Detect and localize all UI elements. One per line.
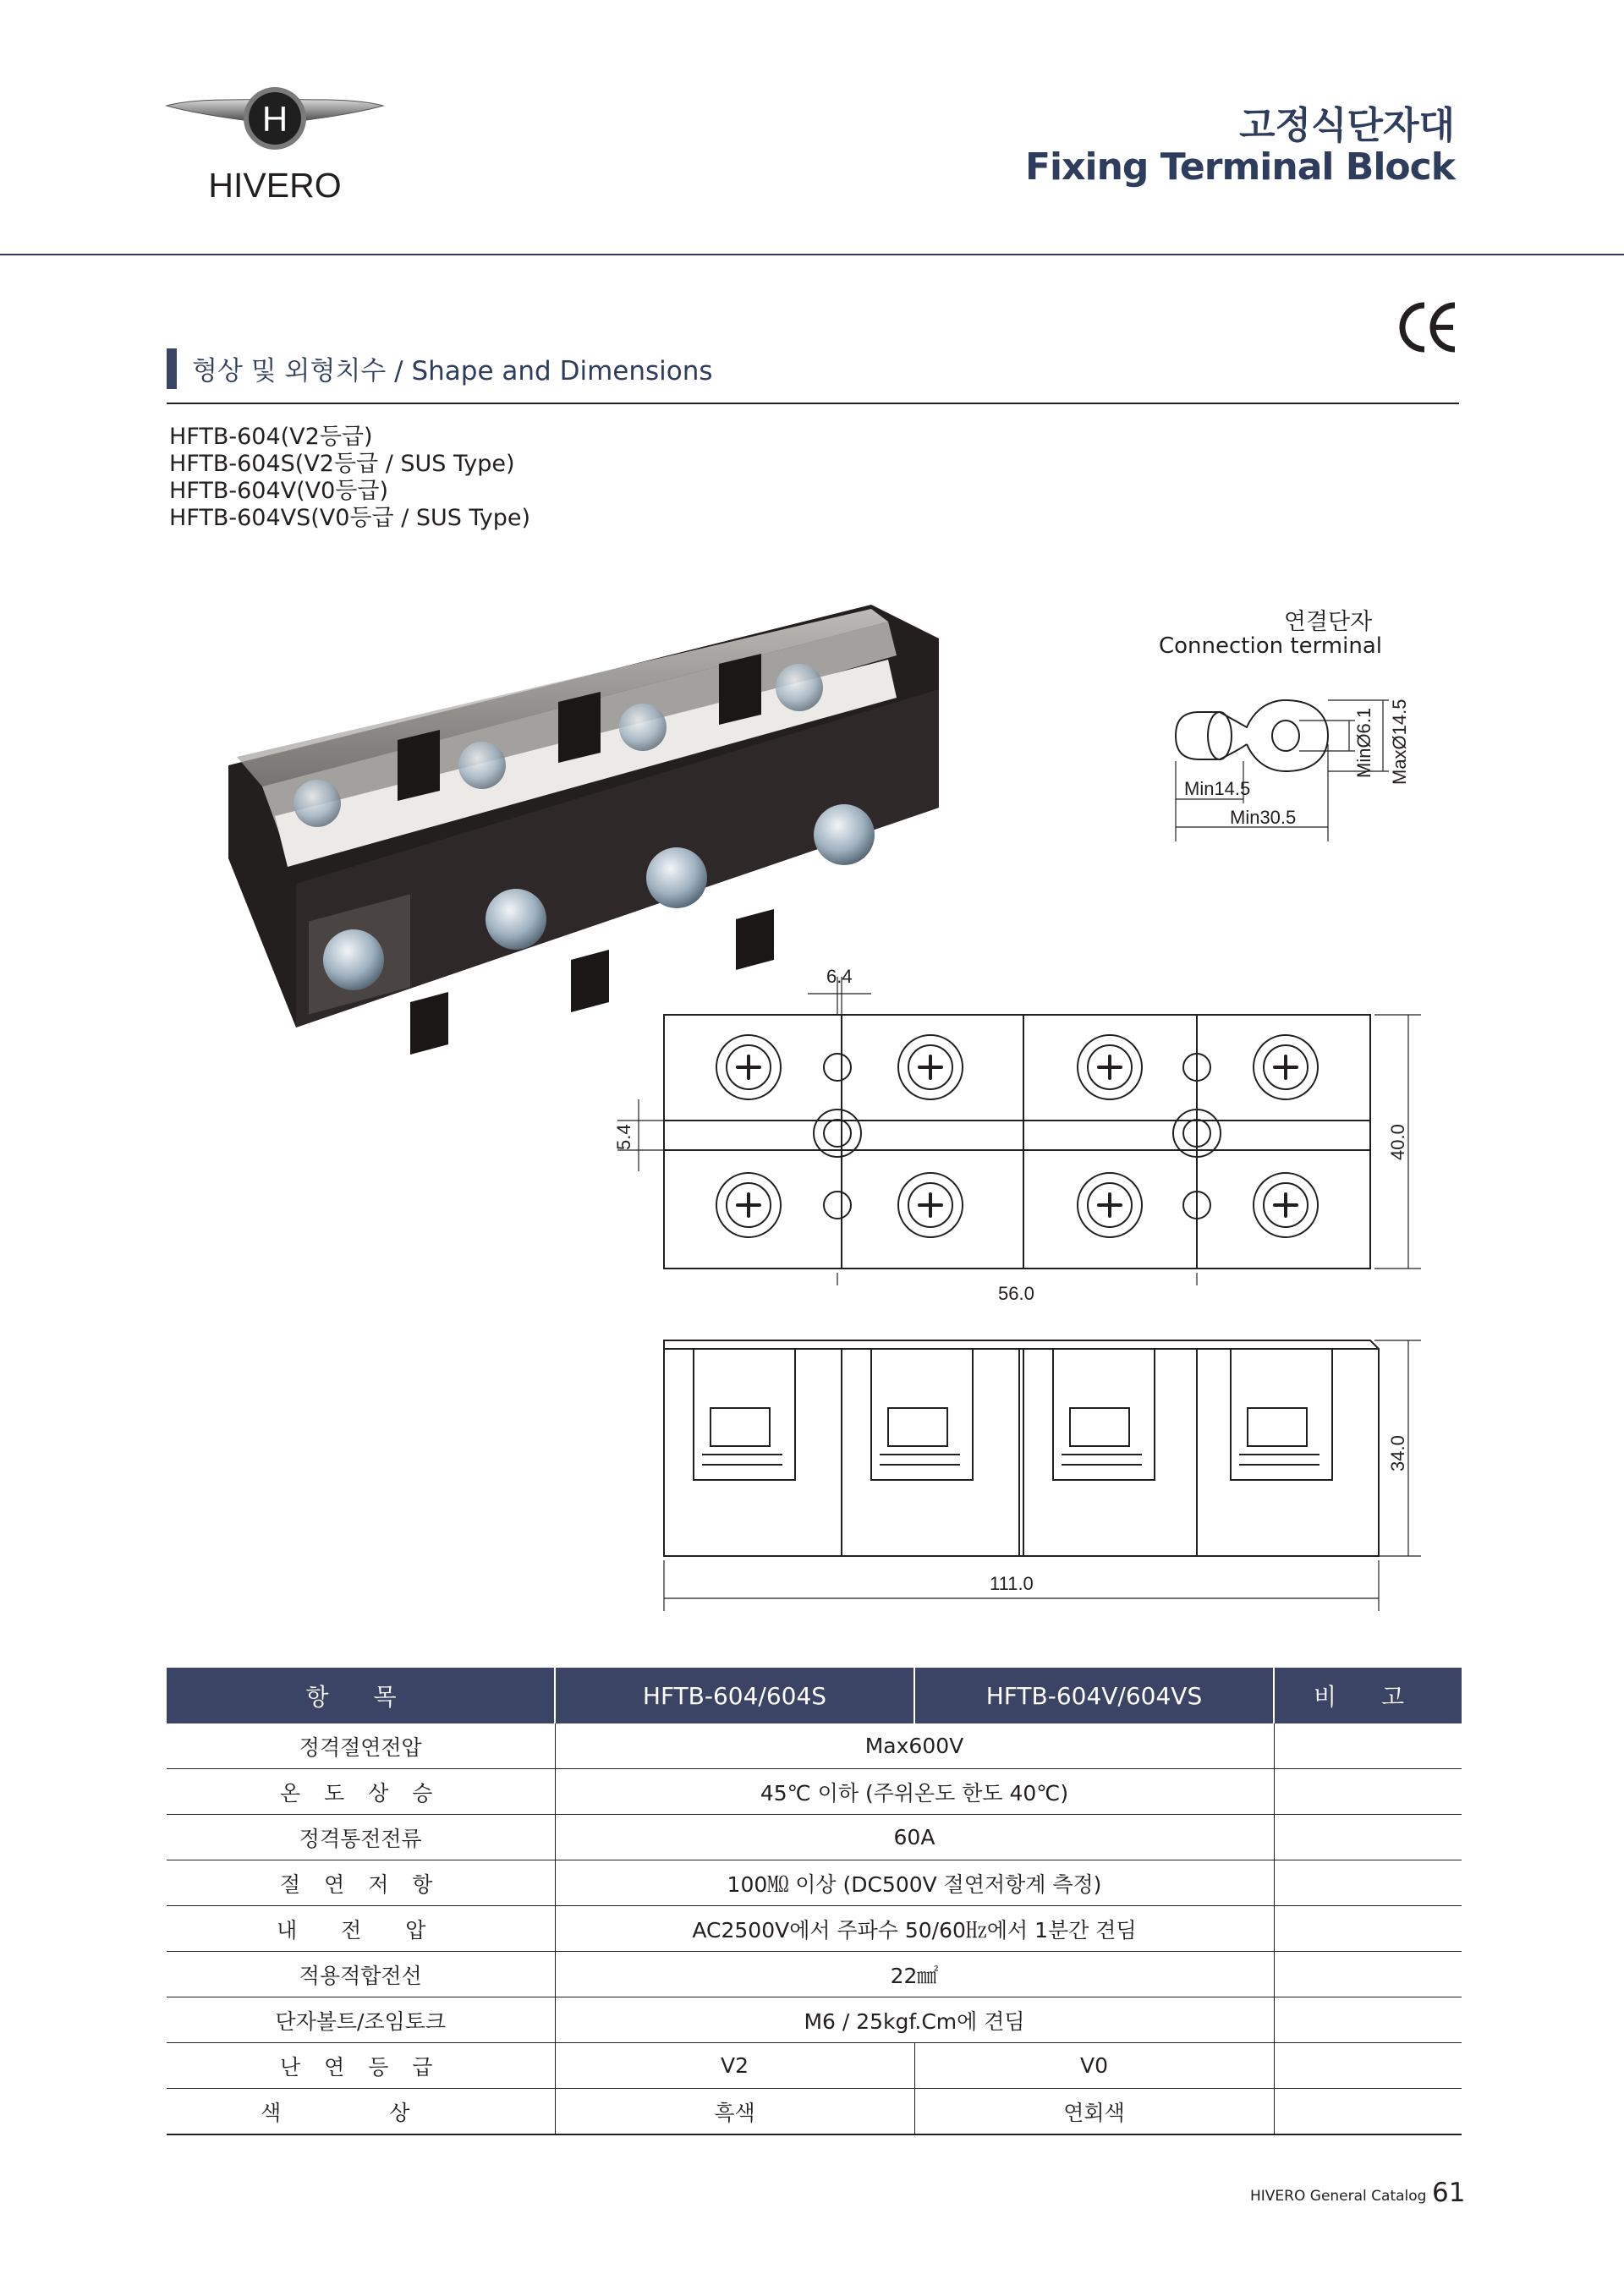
- model-line: HFTB-604V(V0등급): [169, 478, 389, 504]
- page-title-korean: 고정식단자대: [1238, 104, 1455, 147]
- table-row: [167, 2043, 1462, 2089]
- section-divider: [167, 403, 1459, 404]
- table-row: [167, 1723, 1462, 1769]
- table-row: [167, 2089, 1462, 2135]
- side-view-drawing: [592, 1319, 1438, 1624]
- table-row: [167, 1769, 1462, 1815]
- row-note: [1274, 1860, 1462, 1906]
- connection-terminal-label-english: Connection terminal: [1159, 633, 1382, 659]
- dim-pitch: 56.0: [998, 1283, 1034, 1304]
- model-line: HFTB-604VS(V0등급 / SUS Type): [169, 505, 531, 531]
- row-note: [1274, 2089, 1462, 2135]
- table-row: [167, 1952, 1462, 1997]
- table-row: [167, 1860, 1462, 1906]
- row-value: 60A: [555, 1815, 1274, 1860]
- table-header-row: [167, 1668, 1462, 1723]
- dim-slot-width: 5.4: [613, 1124, 634, 1150]
- ce-certification-icon: [1397, 300, 1458, 354]
- row-value: AC2500V에서 주파수 50/60㎐에서 1분간 견딤: [555, 1906, 1274, 1952]
- row-item: 내 전 압: [167, 1906, 555, 1952]
- row-value-model-a: V2: [555, 2043, 914, 2089]
- row-value-model-a: 흑색: [555, 2089, 914, 2135]
- table-row: [167, 1815, 1462, 1860]
- row-value: Max600V: [555, 1723, 1274, 1769]
- row-value: M6 / 25kgf.Cm에 견딤: [555, 1997, 1274, 2043]
- row-note: [1274, 1952, 1462, 1997]
- row-item: 정격절연전압: [167, 1723, 555, 1769]
- row-note: [1274, 2043, 1462, 2089]
- section-title: 형상 및 외형치수 / Shape and Dimensions: [192, 356, 713, 386]
- dim-inner-hole: MinØ6.1: [1353, 707, 1374, 778]
- row-value: 22㎟: [555, 1952, 1274, 1997]
- row-item: 색 상: [167, 2089, 555, 2135]
- dim-total-length: Min30.5: [1230, 807, 1297, 828]
- specification-table: [167, 1668, 1462, 2135]
- table-row: [167, 1997, 1462, 2043]
- section-marker: [167, 348, 177, 389]
- svg-text:H: H: [261, 99, 288, 139]
- page-number: 61: [1432, 2178, 1466, 2208]
- connection-terminal-label-korean: 연결단자: [1283, 609, 1373, 635]
- header-model-a: HFTB-604/604S: [555, 1668, 914, 1723]
- row-value: 100㏁ 이상 (DC500V 절연저항계 측정): [555, 1860, 1274, 1906]
- header-divider: [0, 254, 1624, 255]
- dim-barrier-width: 6.4: [826, 966, 853, 987]
- row-item: 적용적합전선: [167, 1952, 555, 1997]
- dim-depth: 40.0: [1387, 1124, 1408, 1160]
- row-note: [1274, 1997, 1462, 2043]
- header-note: 비 고: [1274, 1668, 1462, 1723]
- model-line: HFTB-604(V2등급): [169, 424, 373, 450]
- row-note: [1274, 1723, 1462, 1769]
- row-value-model-b: V0: [914, 2043, 1274, 2089]
- page-title-english: Fixing Terminal Block: [1025, 145, 1455, 189]
- row-item: 난 연 등 급: [167, 2043, 555, 2089]
- row-note: [1274, 1906, 1462, 1952]
- row-value: 45℃ 이하 (주위온도 한도 40℃): [555, 1769, 1274, 1815]
- dim-length: 111.0: [990, 1573, 1034, 1594]
- row-item: 온 도 상 승: [167, 1769, 555, 1815]
- row-item: 단자볼트/조임토크: [167, 1997, 555, 2043]
- model-line: HFTB-604S(V2등급 / SUS Type): [169, 451, 515, 477]
- header-item: 항 목: [167, 1668, 555, 1723]
- top-view-drawing: [592, 964, 1438, 1285]
- connection-terminal-drawing: [1159, 677, 1438, 846]
- row-value-model-b: 연회색: [914, 2089, 1274, 2135]
- row-note: [1274, 1815, 1462, 1860]
- dim-barrel-length: Min14.5: [1184, 778, 1251, 799]
- table-row: [167, 1906, 1462, 1952]
- header-model-b: HFTB-604V/604VS: [914, 1668, 1274, 1723]
- brand-name: HIVERO: [208, 166, 342, 205]
- dim-height: 34.0: [1387, 1435, 1408, 1471]
- row-item: 절 연 저 항: [167, 1860, 555, 1906]
- row-note: [1274, 1769, 1462, 1815]
- footer-catalog-name: HIVERO General Catalog: [1250, 2188, 1427, 2205]
- dim-outer-diameter: MaxØ14.5: [1389, 699, 1410, 785]
- row-item: 정격통전전류: [167, 1815, 555, 1860]
